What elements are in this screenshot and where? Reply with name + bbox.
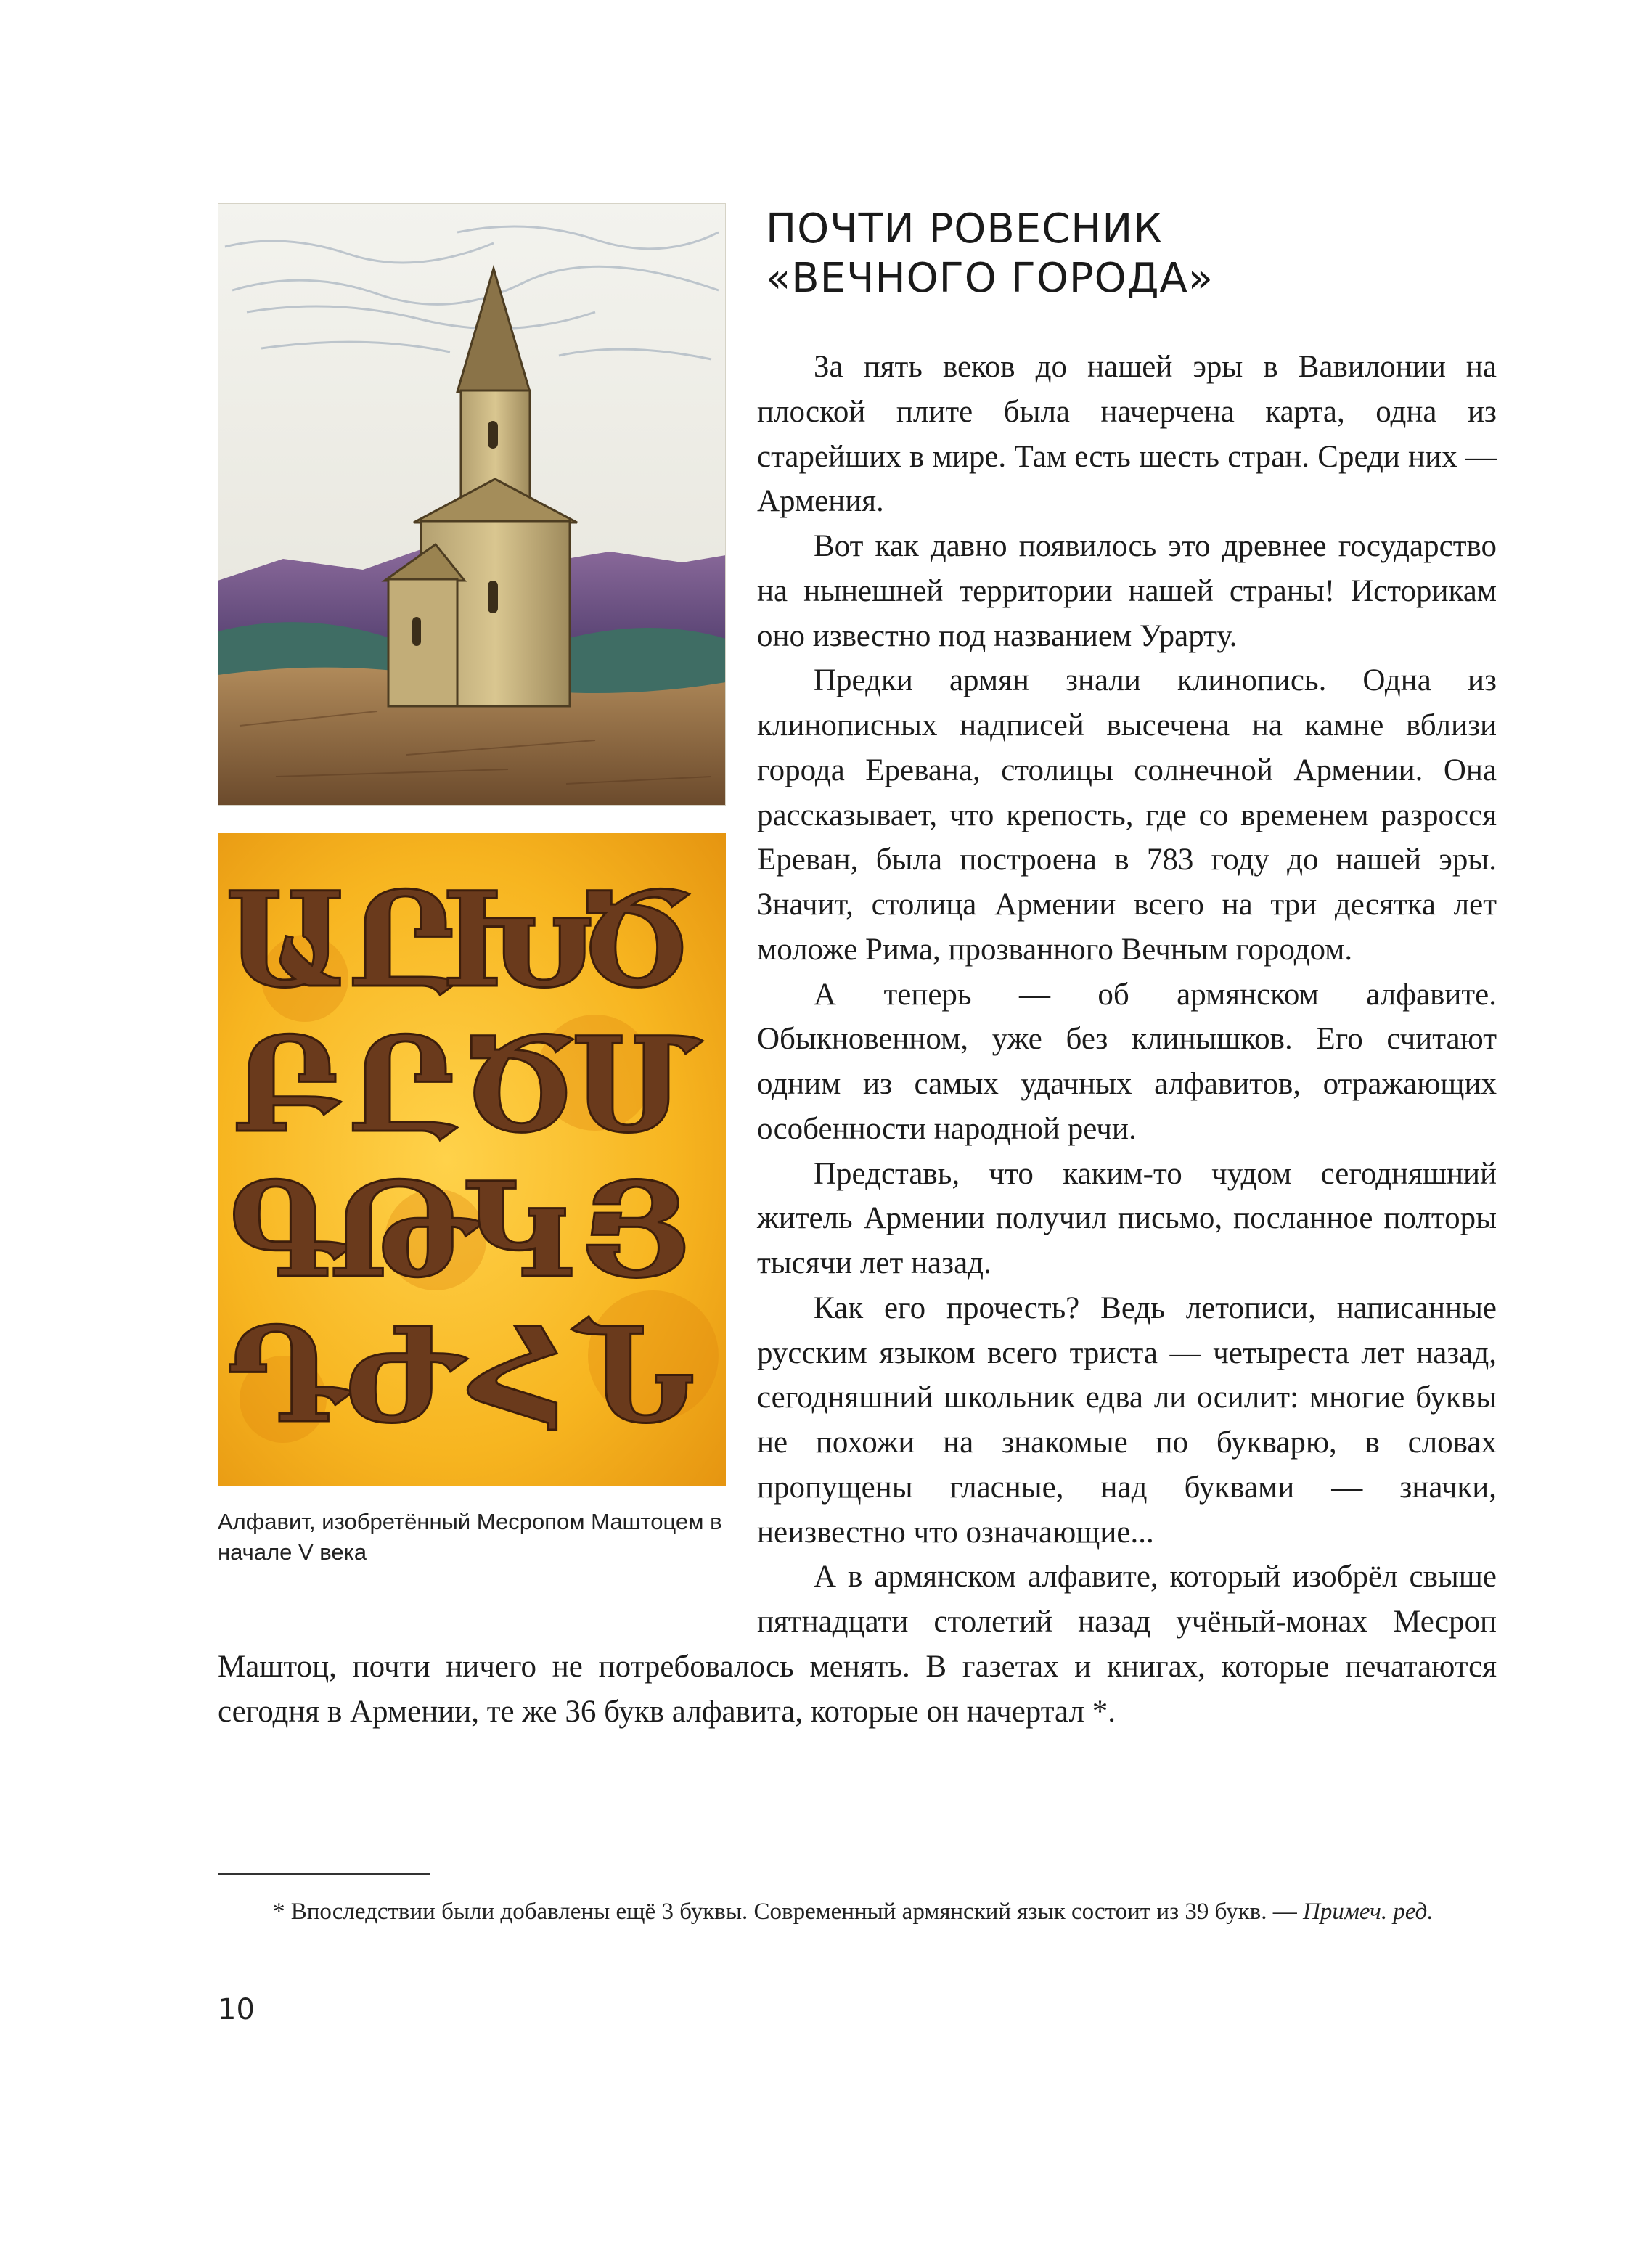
armenian-letter: Յ [581,1154,690,1307]
armenian-letter: Ն [575,1299,695,1452]
paragraph: Как его прочесть? Ведь летописи, написанные русским языком всего триста — четыреста лет назад, сегодняшний школьник едва ли осилит: многие буквы не похожи на знакомые по букварю, в словах пропущены гласные, над буквами — значки, неизвестно что означающие... [757,1290,1497,1550]
paragraph: Предки армян знали клинопись. Одна из клинописных надписей высечена на камне вблизи города Еревана, столицы солнечной Армении. Она рассказывает, что крепость, где со временем разросся Ереван, была построена в 783 году до нашей эры. Значит, столица Армении всего на три десятка лет моложе Рима, прозванного Вечным городом. [757,663,1497,967]
armenian-letter: Թ [329,1154,477,1307]
armenian-letter: Բ [232,1009,341,1162]
title-line-1: ПОЧТИ РОВЕСНИК [766,205,1163,253]
article-body [218,345,1497,1734]
title-line-2: «ВЕЧНОГО ГОРОДА» [766,255,1214,302]
paragraph: А в армянском алфавите, который изобрёл свыше пятнадцати столетий назад учёный-монах Месроп Маштоц, почти ничего не потребовалось менять. В газетах и книгах, которые печатаются сегодня в Армении, те же 36 букв алфавита, которые он начертал *. [218,1560,1497,1729]
armenian-letter: Դ [227,1299,346,1452]
armenian-letter: Խ [441,864,597,1017]
armenian-letter: Գ [228,1154,345,1307]
illustration-column-spacer [218,345,757,1613]
page-number: 10 [218,1993,255,2026]
armenian-letter: Ծ [461,1009,577,1162]
armenian-letter: Ը [348,864,457,1017]
footnote-divider [218,1873,430,1875]
footnote [218,1892,1495,1931]
armenian-letter: Ը [348,1009,457,1162]
footnote-editor-note: Примеч. ред. [1303,1899,1434,1925]
paragraph: За пять веков до нашей эры в Вавилонии на плоской плите была начерчена карта, одна из старейших в мире. Там есть шесть стран. Среди них — Армения. [757,350,1497,519]
armenian-letter: Ծ [577,864,693,1017]
page-title [766,205,1492,303]
armenian-letter: Մ [571,1009,699,1162]
armenian-letter: Ժ [344,1299,462,1452]
armenian-letter: Ա [225,864,348,1017]
footnote-text: * Впоследствии были добавлены ещё 3 буквы. Современный армянский язык состоит из 39 букв. — [273,1899,1297,1925]
armenian-letter: Կ [464,1154,574,1307]
paragraph: Вот как давно появилось это древнее государство на нынешней территории нашей страны! Историкам оно известно под названием Урарту. [757,529,1497,653]
paragraph: А теперь — об армянском алфавите. Обыкновенном, уже без клинышков. Его считают одним из самых удачных алфавитов, отражающих особенности народной речи. [757,977,1497,1146]
armenian-letter: Հ [470,1299,568,1452]
illustration-caption: Алфавит, изобретённый Месропом Маштоцем в начале V века [218,1509,722,1565]
paragraph: Представь, что каким-то чудом сегодняшний житель Армении получил письмо, посланное полторы тысячи лет назад. [757,1156,1497,1280]
